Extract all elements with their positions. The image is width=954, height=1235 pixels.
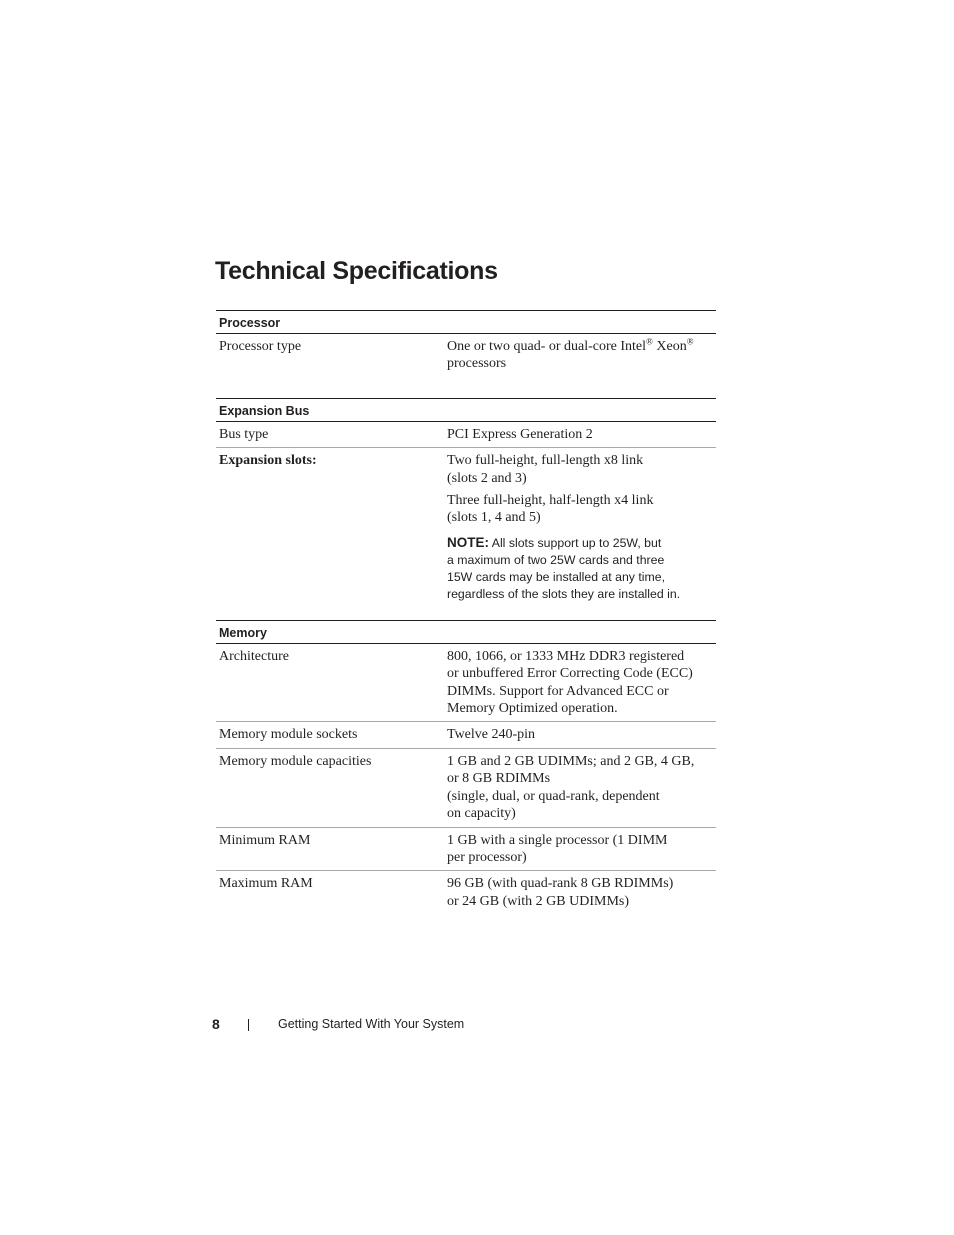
spec-paragraph: [447, 492, 716, 527]
spec-label: Processor type: [219, 339, 302, 354]
spec-value-line: DIMMs. Support for Advanced ECC or: [447, 683, 669, 699]
spec-value: [447, 338, 716, 373]
spec-value-line: 96 GB (with quad-rank 8 GB RDIMMs): [447, 876, 674, 892]
spec-label: Memory module sockets: [219, 727, 358, 743]
spec-label: Minimum RAM: [219, 832, 311, 848]
spec-row-maximum-ram: [216, 870, 716, 914]
spec-value-line: per processor): [447, 849, 527, 865]
spec-value: [447, 648, 716, 718]
spec-value: [447, 753, 716, 823]
spec-value-line: Two full-height, full-length x8 link: [447, 453, 644, 469]
spec-value-line: Three full-height, half-length x4 link: [447, 493, 654, 509]
spec-value-line: Twelve 240-pin: [447, 727, 536, 743]
spec-value: [447, 452, 716, 603]
spec-label: Architecture: [219, 648, 289, 664]
spec-label: Expansion slots:: [219, 453, 317, 469]
spec-row-bus-type: [216, 422, 716, 447]
spec-row-memory-module-capacities: [216, 748, 716, 827]
spec-value: [447, 875, 716, 910]
note-line: a maximum of two 25W cards and three: [447, 552, 665, 567]
section-heading-processor: Processor: [216, 310, 716, 334]
spec-row-architecture: [216, 644, 716, 722]
footer-document-title: Getting Started With Your System: [278, 1017, 465, 1031]
spec-row-minimum-ram: [216, 827, 716, 871]
spec-value-text: processors: [447, 356, 507, 372]
spec-value-line: 1 GB with a single processor (1 DIMM: [447, 832, 668, 848]
spec-label: Memory module capacities: [219, 753, 372, 769]
spec-paragraph: [447, 452, 716, 487]
page-number: 8: [212, 1016, 220, 1032]
spec-value-line: (single, dual, or quad-rank, dependent: [447, 788, 660, 804]
spec-row-memory-module-sockets: [216, 721, 716, 747]
spec-value-text: One or two quad- or dual-core Intel: [447, 339, 647, 354]
note-block: [447, 534, 716, 603]
spec-label: Maximum RAM: [219, 876, 313, 892]
spec-value-line: or unbuffered Error Correcting Code (ECC): [447, 666, 693, 682]
spec-label: Bus type: [219, 426, 269, 442]
spec-row-processor-type: [216, 334, 716, 377]
section-heading-expansion-bus: Expansion Bus: [216, 398, 716, 422]
spec-value: [447, 426, 716, 443]
spec-value-line: 800, 1066, or 1333 MHz DDR3 registered: [447, 648, 685, 664]
page-title: Technical Specifications: [215, 257, 498, 285]
spec-value-line: PCI Express Generation 2: [447, 426, 593, 442]
registered-mark: ®: [646, 336, 653, 347]
specifications-table: [216, 310, 716, 914]
spec-value-line: on capacity): [447, 806, 516, 822]
spec-value: [447, 832, 716, 867]
note-label: NOTE:: [447, 534, 489, 550]
spec-value-line: (slots 1, 4 and 5): [447, 510, 541, 526]
footer-divider: [248, 1019, 249, 1031]
spec-value-line: or 24 GB (with 2 GB UDIMMs): [447, 893, 629, 909]
note-line: All slots support up to 25W, but: [491, 535, 662, 550]
registered-mark: ®: [686, 336, 694, 347]
spec-value-line: Memory Optimized operation.: [447, 701, 618, 717]
spec-value-line: or 8 GB RDIMMs: [447, 771, 551, 787]
spec-value-line: (slots 2 and 3): [447, 470, 527, 486]
spec-value: [447, 726, 716, 743]
spec-row-expansion-slots: [216, 447, 716, 607]
note-line: regardless of the slots they are installed in.: [447, 586, 681, 601]
spec-value-line: 1 GB and 2 GB UDIMMs; and 2 GB, 4 GB,: [447, 753, 695, 769]
spec-value-text: Xeon: [652, 339, 687, 354]
section-heading-memory: Memory: [216, 620, 716, 644]
note-line: 15W cards may be installed at any time,: [447, 569, 666, 584]
